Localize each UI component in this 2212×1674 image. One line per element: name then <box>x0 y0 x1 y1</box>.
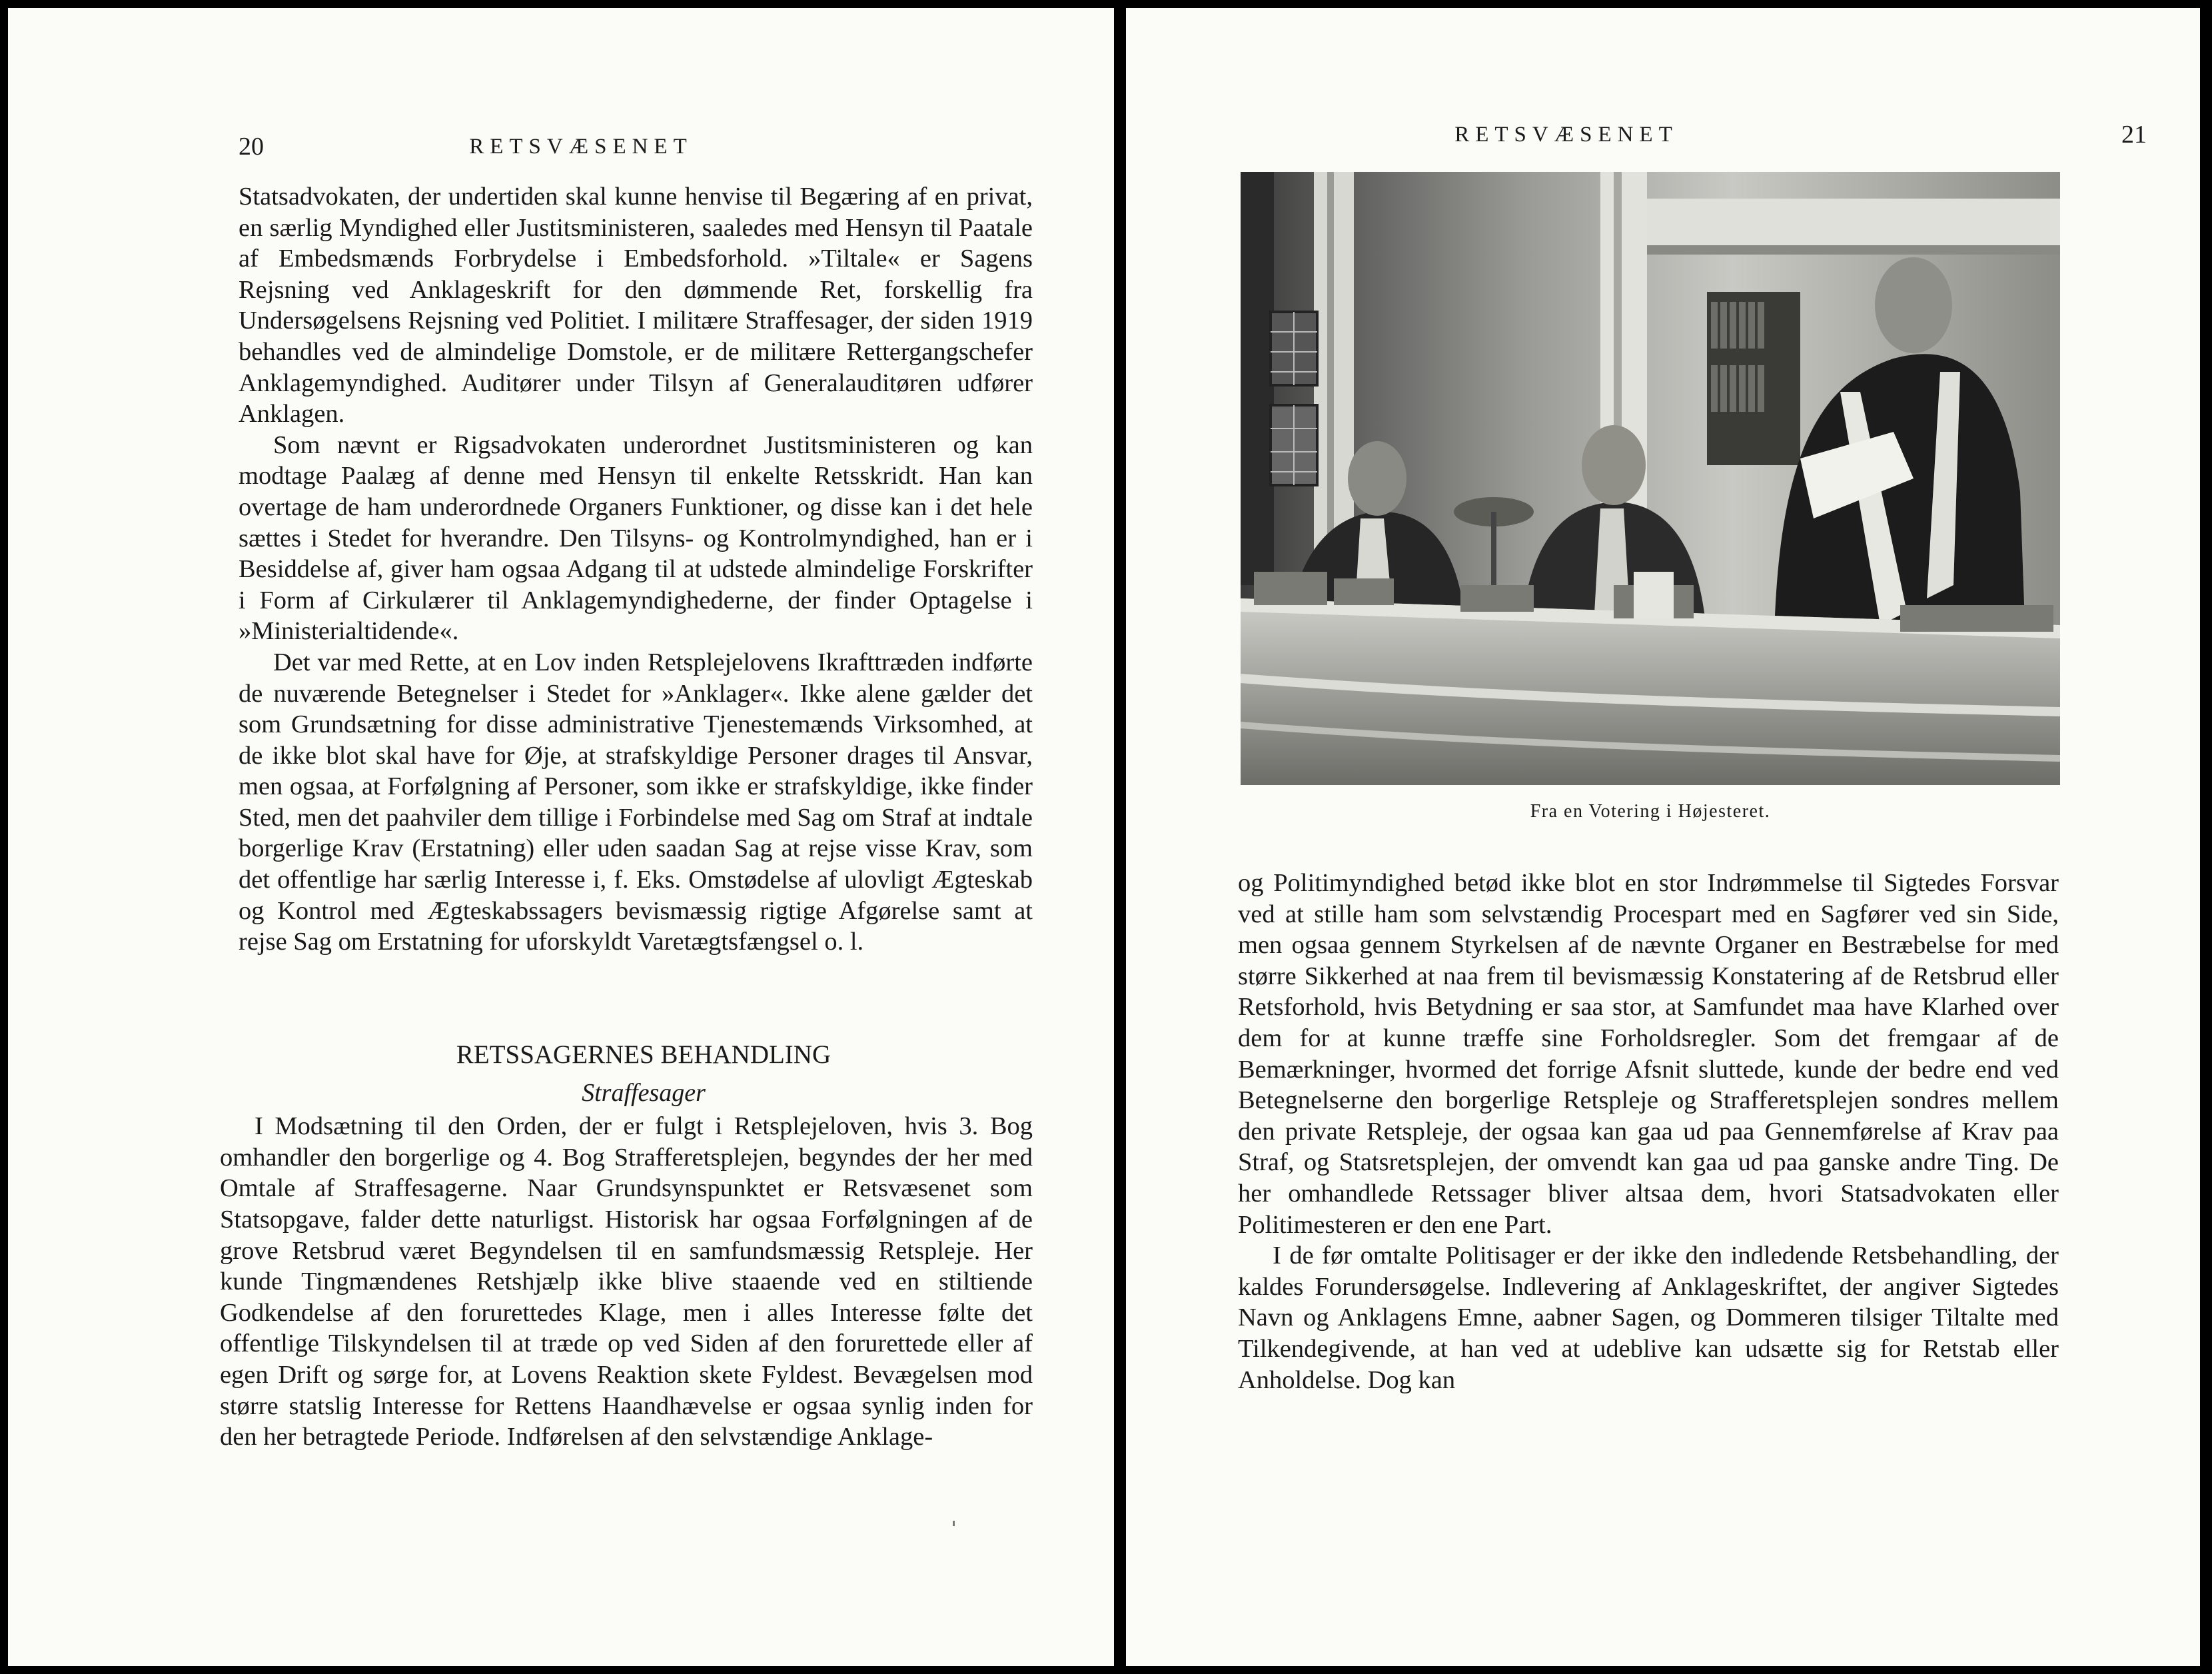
paragraph: I Modsætning til den Orden, der er fulgt i Retsplejeloven, hvis 3. Bog omhandler den borgerlige og 4. Bog Strafferetsplejen, begyndes der her med Omtale af Straffesagerne. Naar Grundsynspunktet er Retsvæsenet som Statsopgave, falder dette naturligst. Historisk har ogsaa Forfølgningen af de grove Retsbrud været Begyndelsen til en samfundsmæssig Retspleje. Her kunde Tingmændenes Retshjælp ikke blive staaende ved en stiltiende Godkendelse af den forurettedes Klage, men i alles Interesse følte det offentlige Tilskyndelsen til at træde op ved Siden af den forurettede eller af egen Drift og sørge for, at Lovens Reaktion skete Fyldest. Bevægelsen mod større statslig Interesse for Rettens Haandhævelse er ogsaa synlig inden for den her betragtede Periode. Indførelsen af den selvstændige Anklage- <box>220 1112 1033 1451</box>
left-page <box>8 8 1114 1666</box>
photo-image <box>1241 172 2060 785</box>
running-head: RETSVÆSENET <box>1454 123 1678 147</box>
subsection-title: Straffesager <box>582 1078 706 1107</box>
photo-caption: Fra en Votering i Højesteret. <box>1530 801 1771 822</box>
right-body-text <box>1238 868 2059 1395</box>
right-page-header <box>1126 115 2200 155</box>
paragraph: I de før omtalte Politisager er der ikke den indledende Retsbehandling, der kaldes Forundersøgelse. Indlevering af Anklageskriftet, der angiver Sigtedes Navn og Anklagens Emne, aabner Sagen, og Dommeren tilsiger Tiltalte med Tilkendegivende, at han ved at udeblive kan udsætte sig for Retstab eller Anholdelse. Dog kan <box>1238 1242 2059 1394</box>
left-body-text <box>239 181 1033 958</box>
page-number: 21 <box>2121 121 2147 149</box>
left-page-header <box>8 127 1114 167</box>
section-title: RETSSAGERNES BEHANDLING <box>456 1040 831 1069</box>
running-head: RETSVÆSENET <box>469 135 693 159</box>
paragraph: Det var med Rette, at en Lov inden Retsplejelovens Ikrafttræden indførte de nuværende Betegnelser i Stedet for »Anklager«. Ikke alene gælder det som Grundsætning for disse administrative Tjenestemænds Virksomhed, at de ikke blot skal have for Øje, at strafskyldige Personer drages til Ansvar, men ogsaa, at Forfølgning af Personer, som ikke er strafskyldige, ikke finder Sted, men det paahviler dem tillige i Forbindelse med Sag om Straf at indtale borgerlige Krav (Erstatning) eller uden saadan Sag at rejse visse Krav, som det offentlige har særlig Interesse i, f. Eks. Omstødelse af ulovligt Ægteskab og Kontrol med Ægteskabssagers bevismæssig rigtige Afgørelse samt at rejse Sag om Erstatning for uforskyldt Varetægtsfængsel o. l. <box>239 648 1033 956</box>
courtroom-photo <box>1241 172 2060 785</box>
page-number: 20 <box>239 133 264 161</box>
paragraph: Statsadvokaten, der undertiden skal kunne henvise til Begæring af en privat, en særlig Myndighed eller Justitsministeren, saaledes med Hensyn til Paatale af Embedsmænds Forbrydelse i Embedsforhold. »Tiltale« er Sagens Rejsning ved Anklageskrift for den dømmende Ret, forskellig fra Undersøgelsens Rejsning ved Politiet. I militære Straffesager, der siden 1919 behandles ved de almindelige Domstole, er de militære Rettergangschefer Anklagemyndighed. Auditører under Tilsyn af Generalauditøren udfører Anklagen. <box>239 183 1033 428</box>
paragraph: og Politimyndighed betød ikke blot en stor Indrømmelse til Sigtedes Forsvar ved at stille ham som selvstændig Procespart med en Sagfører ved sin Side, men ogsaa gennem Styrkelsen af de nævnte Organer en Bestræbelse for med større Sikkerhed at naa frem til bevismæssig Konstatering af de Retsbrud eller Retsforhold, hvis Betydning er saa stor, at Samfundet maa have Klarhed over dem for at kunne træffe sine Forholdsregler. Som det fremgaar af de Bemærkninger, hvormed det forrige Afsnit sluttede, kunde der bedre end ved Betegnelserne den borgerlige Retspleje og Strafferetsplejen sondres mellem den private Retspleje, der ogsaa kan gaa ud paa Gennemførelse af Krav paa Straf, og Statsretsplejen, der omvendt kan gaa ud paa ganske andre Ting. De her omhandlede Retssager bliver altsaa dem, hvori Statsadvokaten eller Politimesteren er den ene Part. <box>1238 869 2059 1239</box>
section-block <box>220 1040 1033 1453</box>
scan-mark <box>953 1521 955 1526</box>
paragraph: Som nævnt er Rigsadvokaten underordnet Justitsministeren og kan modtage Paalæg af denne med Hensyn til enkelte Retsskridt. Han kan overtage de ham underordnede Organers Funktioner, og disse kan i det hele sættes i Stedet for hverandre. Den Tilsyns- og Kontrolmyndighed, han er i Besiddelse af, giver ham ogsaa Adgang til at udstede almindelige Forskrifter i Form af Cirkulærer til Anklagemyndighederne, der finder Optagelse i »Ministerialtidende«. <box>239 430 1033 646</box>
right-page <box>1126 8 2200 1666</box>
